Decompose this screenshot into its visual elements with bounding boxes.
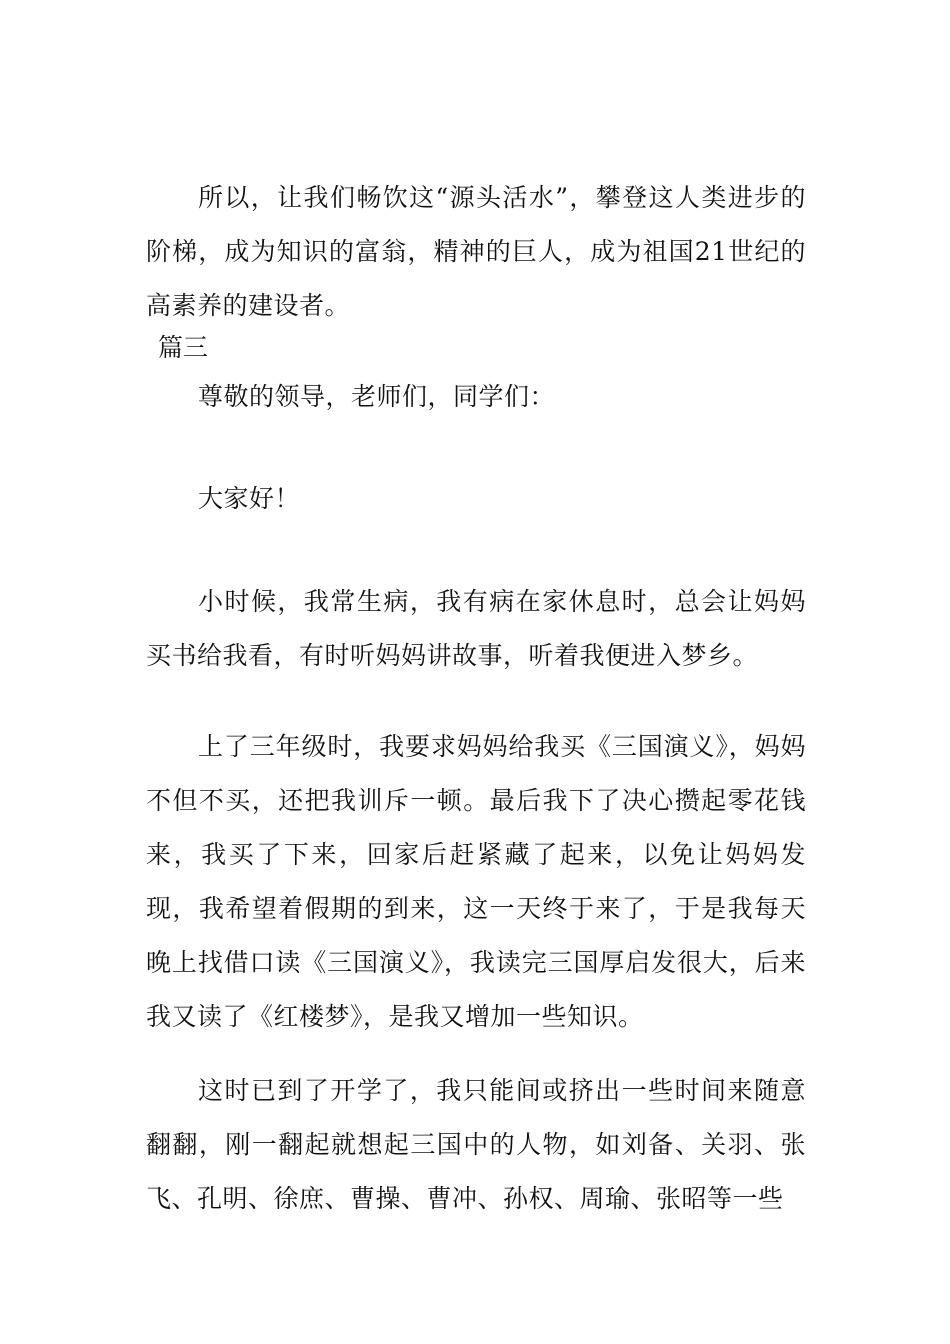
paragraph-greeting: 大家好！ [198,484,301,513]
paragraph-conclusion: 所以，让我们畅饮这“源头活水”，攀登这人类进步的阶梯，成为知识的富翁，精神的巨人，成为祖国21世纪的高素养的建设者。 [146,183,806,320]
paragraph-third-grade: 上了三年级时，我要求妈妈给我买《三国演义》，妈妈不但不买，还把我训斥一顿。最后我下了决心攒起零花钱来，我买了下来，回家后赶紧藏了起来，以免让妈妈发现，我希望着假期的到来，这一天终于来了，于是我每天晚上找借口读《三国演义》，我读完三国厚启发很大，后来我又读了《红楼梦》，是我又增加一些知识。 [146,732,806,1031]
paragraph-salutation: 尊敬的领导，老师们，同学们： [198,382,556,411]
paragraph-school-start: 这时已到了开学了，我只能间或挤出一些时间来随意翻翻，刚一翻起就想起三国中的人物，如刘备、关羽、张飞、孔明、徐庶、曹操、曹冲、孙权、周瑜、张昭等一些 [146,1076,806,1213]
section-heading: 篇三 [158,333,209,362]
paragraph-childhood: 小时候，我常生病，我有病在家休息时，总会让妈妈买书给我看，有时听妈妈讲故事，听着我便进入梦乡。 [146,587,806,670]
